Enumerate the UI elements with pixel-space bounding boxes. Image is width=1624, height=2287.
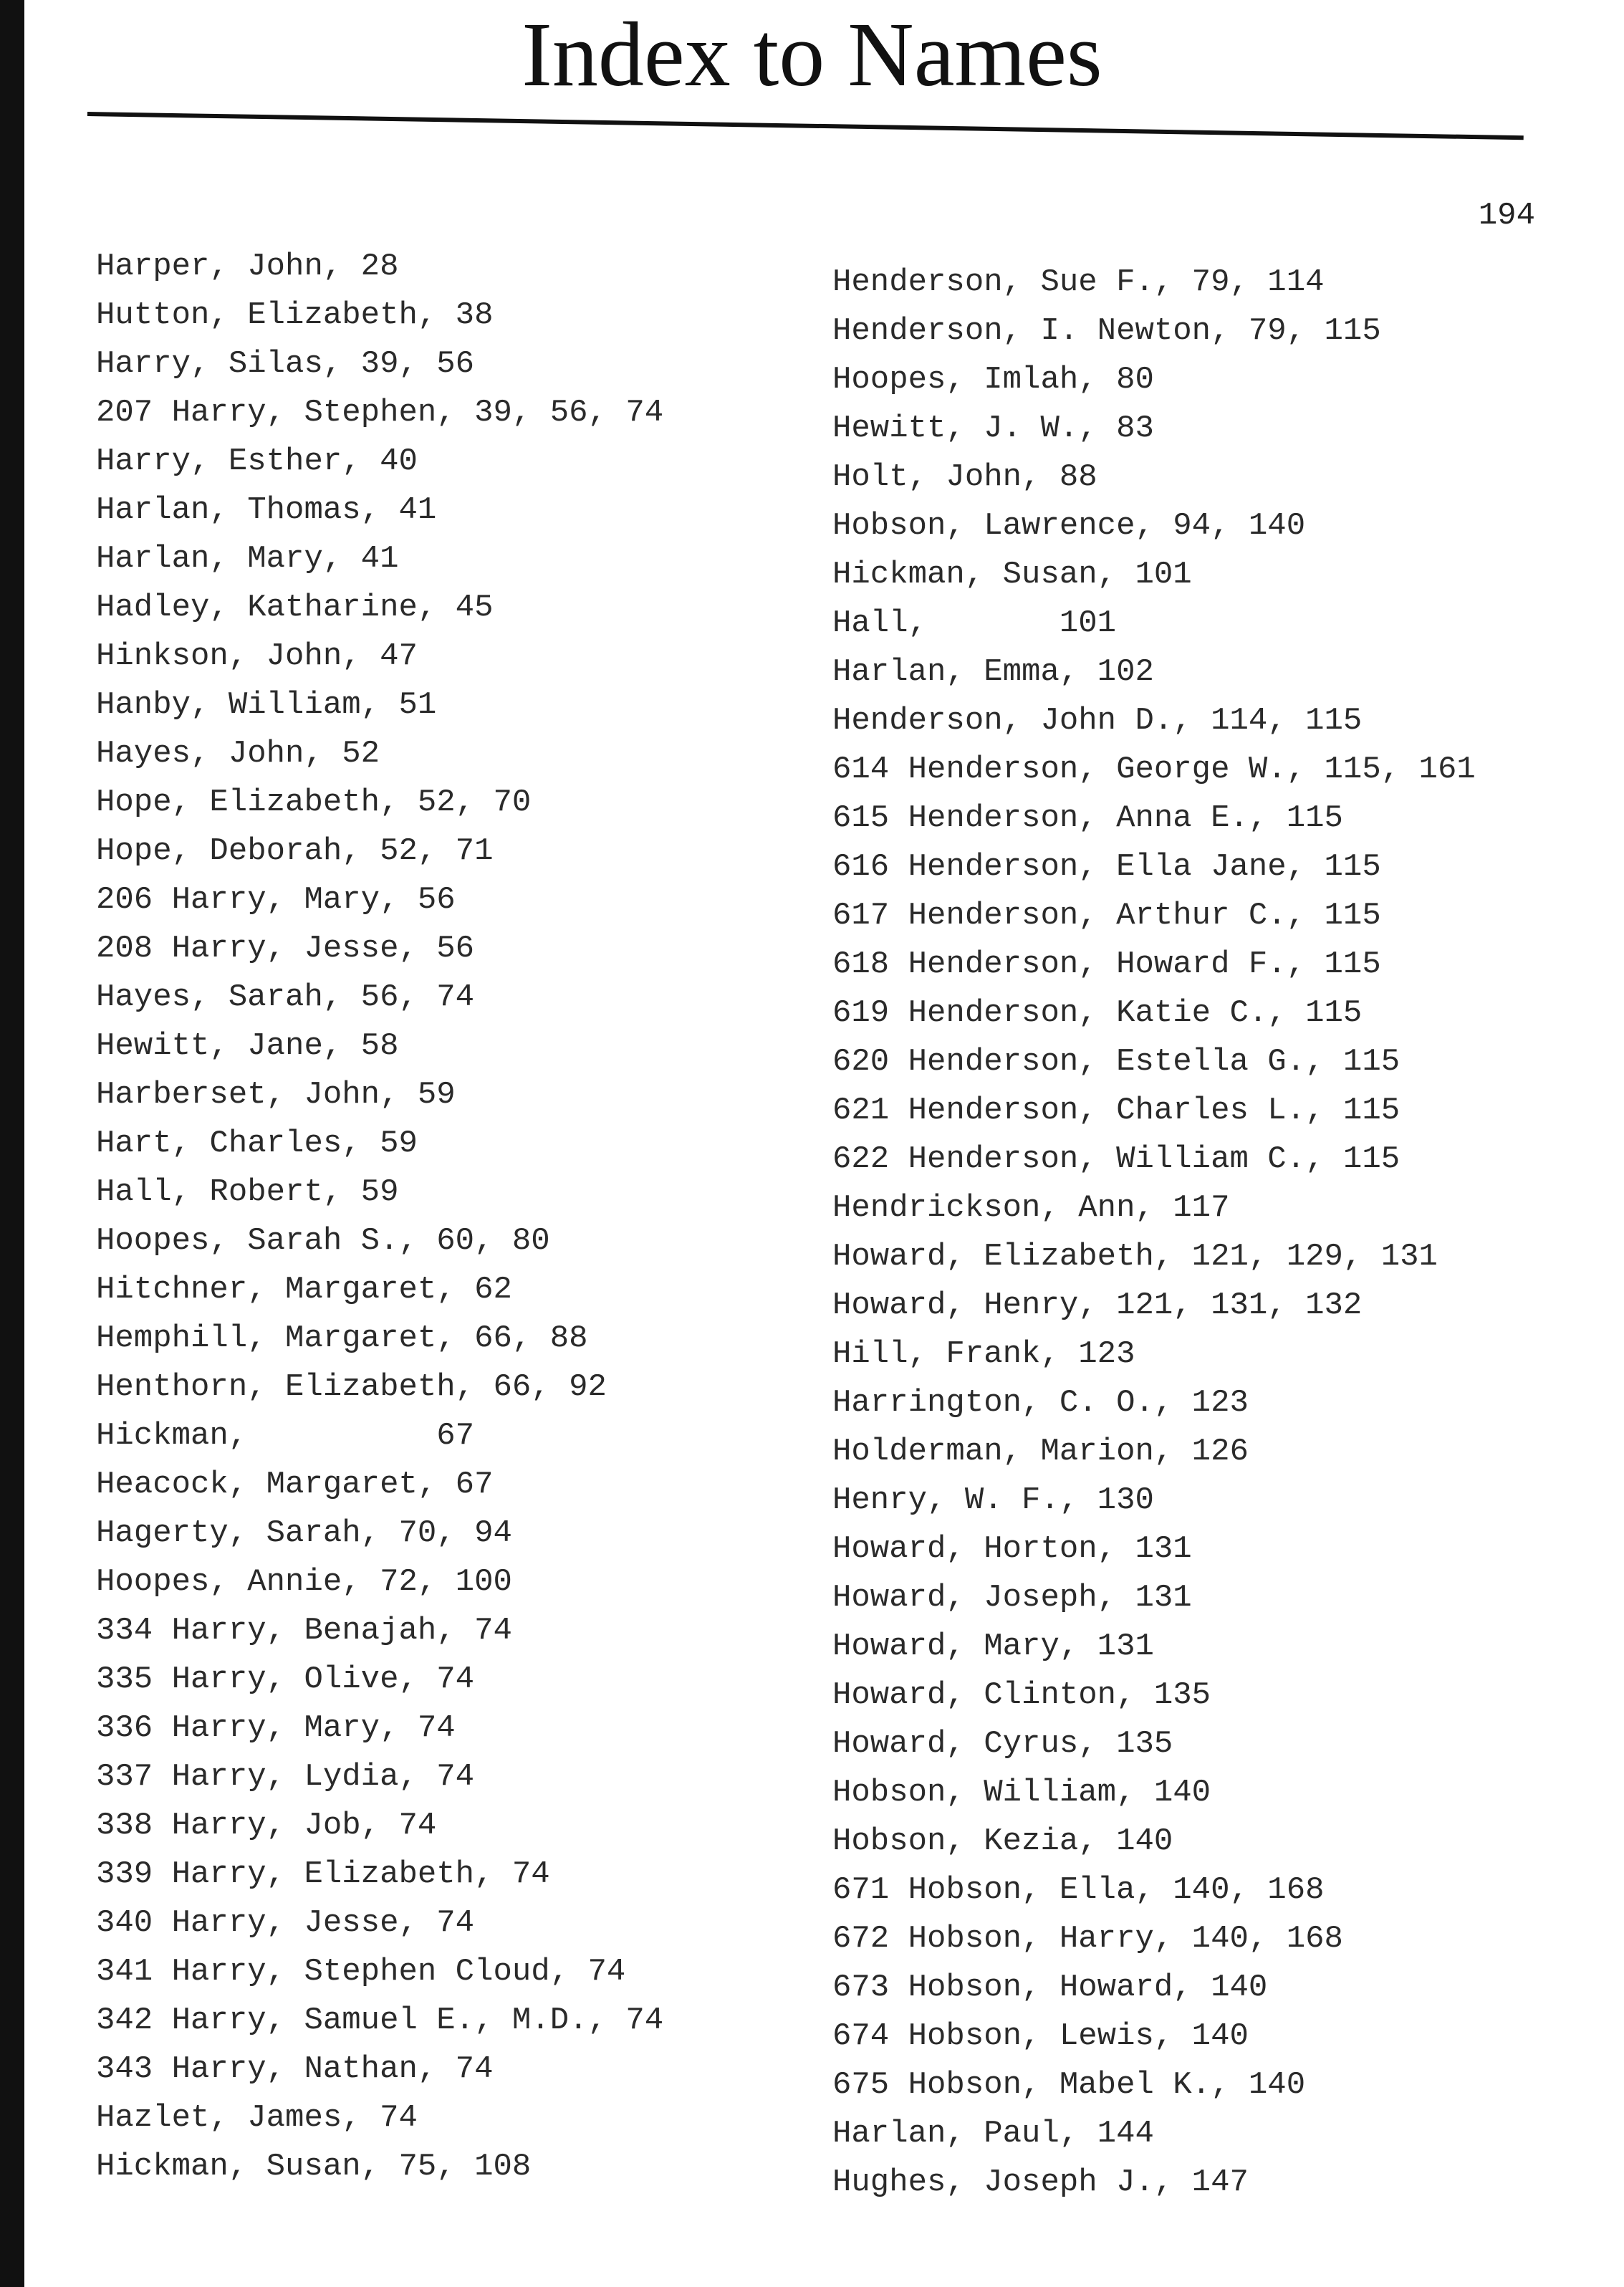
index-entry: Harberset, John, 59 xyxy=(96,1077,456,1113)
index-entry: 206 Harry, Mary, 56 xyxy=(96,882,456,918)
index-entry: 614 Henderson, George W., 115, 161 xyxy=(832,752,1476,787)
index-entry: Harlan, Thomas, 41 xyxy=(96,492,437,528)
index-entry: Hickman, 67 xyxy=(96,1418,475,1454)
index-entry: Hoopes, Annie, 72, 100 xyxy=(96,1564,512,1600)
index-entry: 671 Hobson, Ella, 140, 168 xyxy=(832,1872,1325,1908)
index-entry: Hendrickson, Ann, 117 xyxy=(832,1190,1230,1226)
index-entry: Hadley, Katharine, 45 xyxy=(96,590,494,625)
index-entry: Howard, Henry, 121, 131, 132 xyxy=(832,1288,1363,1323)
page-number: 194 xyxy=(1478,198,1535,234)
index-entry: Hutton, Elizabeth, 38 xyxy=(96,297,494,333)
index-entry: Henderson, John D., 114, 115 xyxy=(832,703,1363,739)
index-entry: 334 Harry, Benajah, 74 xyxy=(96,1613,512,1649)
index-entry: 620 Henderson, Estella G., 115 xyxy=(832,1044,1400,1080)
index-entry: 622 Henderson, William C., 115 xyxy=(832,1141,1400,1177)
index-entry: 674 Hobson, Lewis, 140 xyxy=(832,2018,1249,2054)
index-entry: 339 Harry, Elizabeth, 74 xyxy=(96,1856,550,1892)
index-entry: Howard, Cyrus, 135 xyxy=(832,1726,1173,1762)
index-entry: 342 Harry, Samuel E., M.D., 74 xyxy=(96,2003,664,2038)
index-entry: 207 Harry, Stephen, 39, 56, 74 xyxy=(96,395,664,431)
index-entry: Hart, Charles, 59 xyxy=(96,1126,418,1161)
index-entry: Hayes, Sarah, 56, 74 xyxy=(96,979,475,1015)
index-entry: Howard, Clinton, 135 xyxy=(832,1677,1211,1713)
index-entry: 343 Harry, Nathan, 74 xyxy=(96,2051,494,2087)
index-entry: Henderson, I. Newton, 79, 115 xyxy=(832,313,1381,349)
index-entry: 616 Henderson, Ella Jane, 115 xyxy=(832,849,1381,885)
page-title: Index to Names xyxy=(522,4,1102,105)
index-entry: 617 Henderson, Arthur C., 115 xyxy=(832,898,1381,934)
index-entry: Harrington, C. O., 123 xyxy=(832,1385,1249,1421)
index-entry: 615 Henderson, Anna E., 115 xyxy=(832,800,1343,836)
index-entry: Howard, Horton, 131 xyxy=(832,1531,1192,1567)
index-entry: Hope, Deborah, 52, 71 xyxy=(96,833,494,869)
index-entry: Harper, John, 28 xyxy=(96,249,399,284)
index-entry: Hobson, Lawrence, 94, 140 xyxy=(832,508,1306,544)
index-entry: Heacock, Margaret, 67 xyxy=(96,1467,494,1502)
index-entry: Harlan, Emma, 102 xyxy=(832,654,1154,690)
index-entry: Hewitt, Jane, 58 xyxy=(96,1028,399,1064)
index-column-right xyxy=(832,258,1476,2207)
index-entry: Harry, Esther, 40 xyxy=(96,444,418,479)
index-entry: Hall, 101 xyxy=(832,605,1117,641)
index-entry: 337 Harry, Lydia, 74 xyxy=(96,1759,475,1795)
index-entry: Hagerty, Sarah, 70, 94 xyxy=(96,1515,512,1551)
index-entry: Hughes, Joseph J., 147 xyxy=(832,2164,1249,2200)
index-entry: Hickman, Susan, 101 xyxy=(832,557,1192,593)
index-entry: 340 Harry, Jesse, 74 xyxy=(96,1905,475,1941)
index-entry: Holderman, Marion, 126 xyxy=(832,1434,1249,1469)
page-scan-edge xyxy=(0,0,24,2287)
index-entry: Howard, Mary, 131 xyxy=(832,1629,1154,1664)
index-entry: 341 Harry, Stephen Cloud, 74 xyxy=(96,1954,626,1990)
index-entry: Henthorn, Elizabeth, 66, 92 xyxy=(96,1369,607,1405)
index-column-left xyxy=(96,242,663,2191)
title-rule xyxy=(87,112,1524,140)
index-entry: Howard, Joseph, 131 xyxy=(832,1580,1192,1616)
index-entry: Howard, Elizabeth, 121, 129, 131 xyxy=(832,1239,1438,1275)
index-entry: Hinkson, John, 47 xyxy=(96,638,418,674)
index-entry: Hayes, John, 52 xyxy=(96,736,380,772)
index-entry: 672 Hobson, Harry, 140, 168 xyxy=(832,1921,1343,1957)
index-entry: Hewitt, J. W., 83 xyxy=(832,411,1154,446)
index-entry: Hanby, William, 51 xyxy=(96,687,437,723)
index-entry: Hitchner, Margaret, 62 xyxy=(96,1272,512,1308)
index-entry: Hemphill, Margaret, 66, 88 xyxy=(96,1320,588,1356)
index-entry: Harlan, Paul, 144 xyxy=(832,2116,1154,2152)
index-entry: Hobson, William, 140 xyxy=(832,1775,1211,1811)
index-entry: Hazlet, James, 74 xyxy=(96,2100,418,2136)
index-entry: 208 Harry, Jesse, 56 xyxy=(96,931,475,967)
index-entry: Harlan, Mary, 41 xyxy=(96,541,399,577)
index-entry: Henry, W. F., 130 xyxy=(832,1482,1154,1518)
index-entry: Hall, Robert, 59 xyxy=(96,1174,399,1210)
index-entry: Hoopes, Imlah, 80 xyxy=(832,362,1154,398)
index-entry: Henderson, Sue F., 79, 114 xyxy=(832,264,1325,300)
index-entry: 619 Henderson, Katie C., 115 xyxy=(832,995,1363,1031)
index-entry: Hoopes, Sarah S., 60, 80 xyxy=(96,1223,550,1259)
index-entry: 335 Harry, Olive, 74 xyxy=(96,1662,475,1697)
index-entry: 675 Hobson, Mabel K., 140 xyxy=(832,2067,1306,2103)
index-entry: 338 Harry, Job, 74 xyxy=(96,1808,437,1843)
index-entry: Hill, Frank, 123 xyxy=(832,1336,1135,1372)
index-entry: Harry, Silas, 39, 56 xyxy=(96,346,475,382)
index-entry: 336 Harry, Mary, 74 xyxy=(96,1710,456,1746)
index-entry: 621 Henderson, Charles L., 115 xyxy=(832,1093,1400,1128)
index-entry: 673 Hobson, Howard, 140 xyxy=(832,1970,1268,2005)
index-entry: Hobson, Kezia, 140 xyxy=(832,1823,1173,1859)
index-entry: Holt, John, 88 xyxy=(832,459,1097,495)
index-entry: Hope, Elizabeth, 52, 70 xyxy=(96,785,532,820)
index-entry: 618 Henderson, Howard F., 115 xyxy=(832,946,1381,982)
index-entry: Hickman, Susan, 75, 108 xyxy=(96,2149,532,2185)
